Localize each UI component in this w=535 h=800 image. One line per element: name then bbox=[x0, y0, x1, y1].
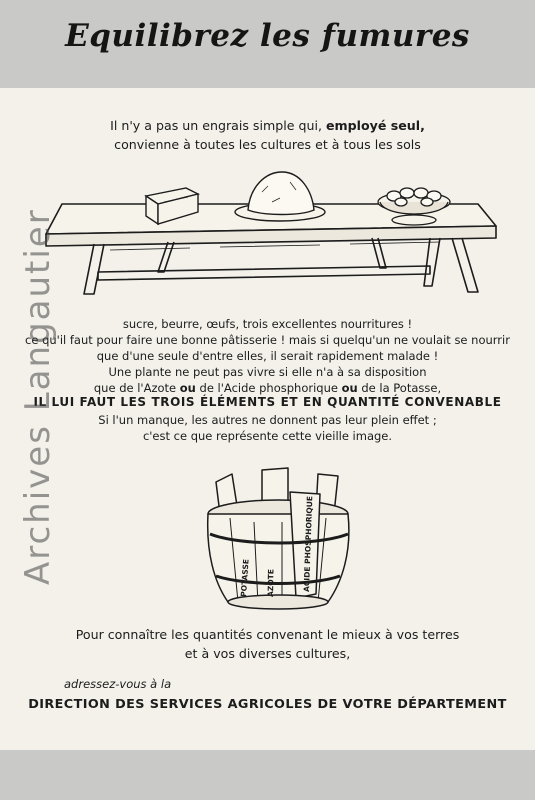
intro-line-2: convienne à toutes les cultures et à tous les sols bbox=[114, 137, 421, 152]
watermark: Archives Langautier bbox=[18, 208, 58, 585]
middle-line-1: sucre, beurre, œufs, trois excellentes nourritures ! bbox=[122, 317, 413, 331]
middle-text-4 bbox=[0, 412, 535, 444]
footer-text bbox=[0, 625, 535, 663]
stave-label-azote: AZOTE bbox=[266, 569, 276, 598]
middle-line-5-d: ou bbox=[341, 381, 358, 395]
footer-line-4: DIRECTION DES SERVICES AGRICOLES DE VOTRE DÉPARTEMENT bbox=[28, 697, 507, 712]
intro-line-1 bbox=[0, 116, 535, 135]
footer-department bbox=[0, 697, 535, 713]
middle-line-6: IL LUI FAUT LES TROIS ÉLÉMENTS ET EN QUANTITÉ CONVENABLE bbox=[33, 395, 502, 409]
stave-label-acide: ACIDE PHOSPHORIQUE bbox=[302, 495, 315, 593]
barrel-illustration bbox=[0, 452, 535, 622]
middle-text-3 bbox=[0, 394, 535, 410]
page-title: Equilibrez les fumures bbox=[65, 18, 470, 54]
footer-line-1: Pour connaître les quantités convenant le mieux à vos terres bbox=[75, 627, 460, 642]
footer-line-2: et à vos diverses cultures, bbox=[184, 646, 351, 661]
intro-line-1-b: employé seul, bbox=[325, 118, 425, 133]
middle-line-5-b: ou bbox=[179, 381, 196, 395]
intro-line-1-a: Il n'y a pas un engrais simple qui, bbox=[110, 118, 326, 133]
footer-line-3: adressez-vous à la bbox=[64, 677, 172, 691]
middle-line-5-e: de la Potasse, bbox=[357, 381, 442, 395]
middle-line-4: Une plante ne peut pas vivre si elle n'a à sa disposition bbox=[108, 365, 427, 379]
middle-line-2: ce qu'il faut pour faire une bonne pâtisserie ! mais si quelqu'un ne voulait se nourrir bbox=[25, 333, 510, 347]
table-illustration bbox=[0, 146, 535, 306]
middle-text-2 bbox=[0, 364, 535, 396]
middle-line-7: Si l'un manque, les autres ne donnent pas leur plein effet ; bbox=[98, 413, 437, 427]
middle-line-8: c'est ce que représente cette vieille image. bbox=[142, 429, 393, 443]
middle-text-1 bbox=[0, 316, 535, 364]
middle-line-5-c: de l'Acide phosphorique bbox=[195, 381, 342, 395]
stave-label-potasse: POTASSE bbox=[239, 558, 251, 598]
middle-line-3: que d'une seule d'entre elles, il serait rapidement malade ! bbox=[96, 349, 439, 363]
middle-line-5-a: que de l'Azote bbox=[93, 381, 180, 395]
